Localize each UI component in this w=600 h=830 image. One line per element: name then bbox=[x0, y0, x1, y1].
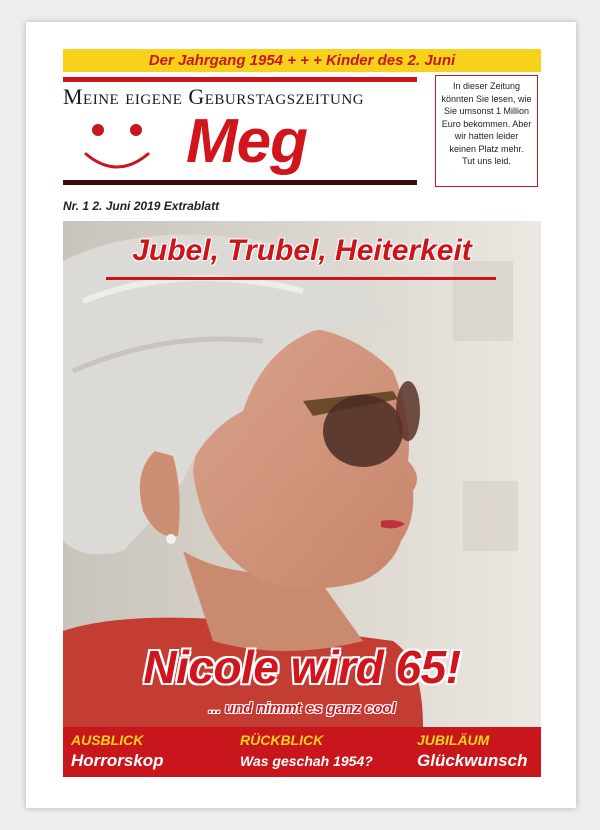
teaser-kicker: RÜCKBLICK bbox=[240, 732, 324, 748]
issue-line: Nr. 1 2. Juni 2019 Extrablatt bbox=[63, 199, 220, 213]
notice-line: wir hatten leider bbox=[454, 131, 519, 141]
teaser-review bbox=[240, 731, 373, 773]
masthead-rule-top bbox=[63, 77, 417, 82]
masthead-logo: Meg bbox=[186, 107, 307, 176]
notice-line: Sie umsonst 1 Million bbox=[443, 106, 530, 116]
notice-line: Tut uns leid. bbox=[462, 156, 511, 166]
teaser-title: Glückwunsch bbox=[417, 751, 528, 770]
headline-rule bbox=[106, 277, 496, 280]
teaser-kicker: JUBILÄUM bbox=[417, 732, 490, 748]
teaser-anniversary bbox=[417, 731, 528, 773]
name-headline: Nicole wird 65! bbox=[143, 641, 461, 693]
notice-line: Euro bekommen. Aber bbox=[441, 118, 532, 129]
newspaper-page bbox=[26, 22, 576, 808]
teaser-title: Horrorskop bbox=[71, 751, 164, 770]
top-banner: Der Jahrgang 1954 + + + Kinder des 2. Juni bbox=[63, 49, 541, 72]
teaser-bar bbox=[63, 727, 541, 777]
cover-headline: Jubel, Trubel, Heiterkeit bbox=[132, 234, 472, 267]
notice-line: In dieser Zeitung bbox=[452, 81, 521, 91]
smiley-face-icon bbox=[82, 120, 152, 175]
masthead-title: Meine eigene Geburstagszeitung bbox=[63, 84, 365, 109]
masthead-rule-bottom bbox=[63, 180, 417, 185]
teaser-title: Was geschah 1954? bbox=[240, 753, 373, 769]
notice-line: keinen Platz mehr. bbox=[449, 143, 524, 154]
name-subline: ... und nimmt es ganz cool bbox=[208, 700, 396, 717]
notice-box bbox=[435, 75, 538, 187]
notice-line: könnten Sie lesen, wie bbox=[441, 93, 532, 104]
teaser-kicker: AUSBLICK bbox=[71, 732, 144, 748]
teaser-horoscope bbox=[71, 731, 164, 773]
